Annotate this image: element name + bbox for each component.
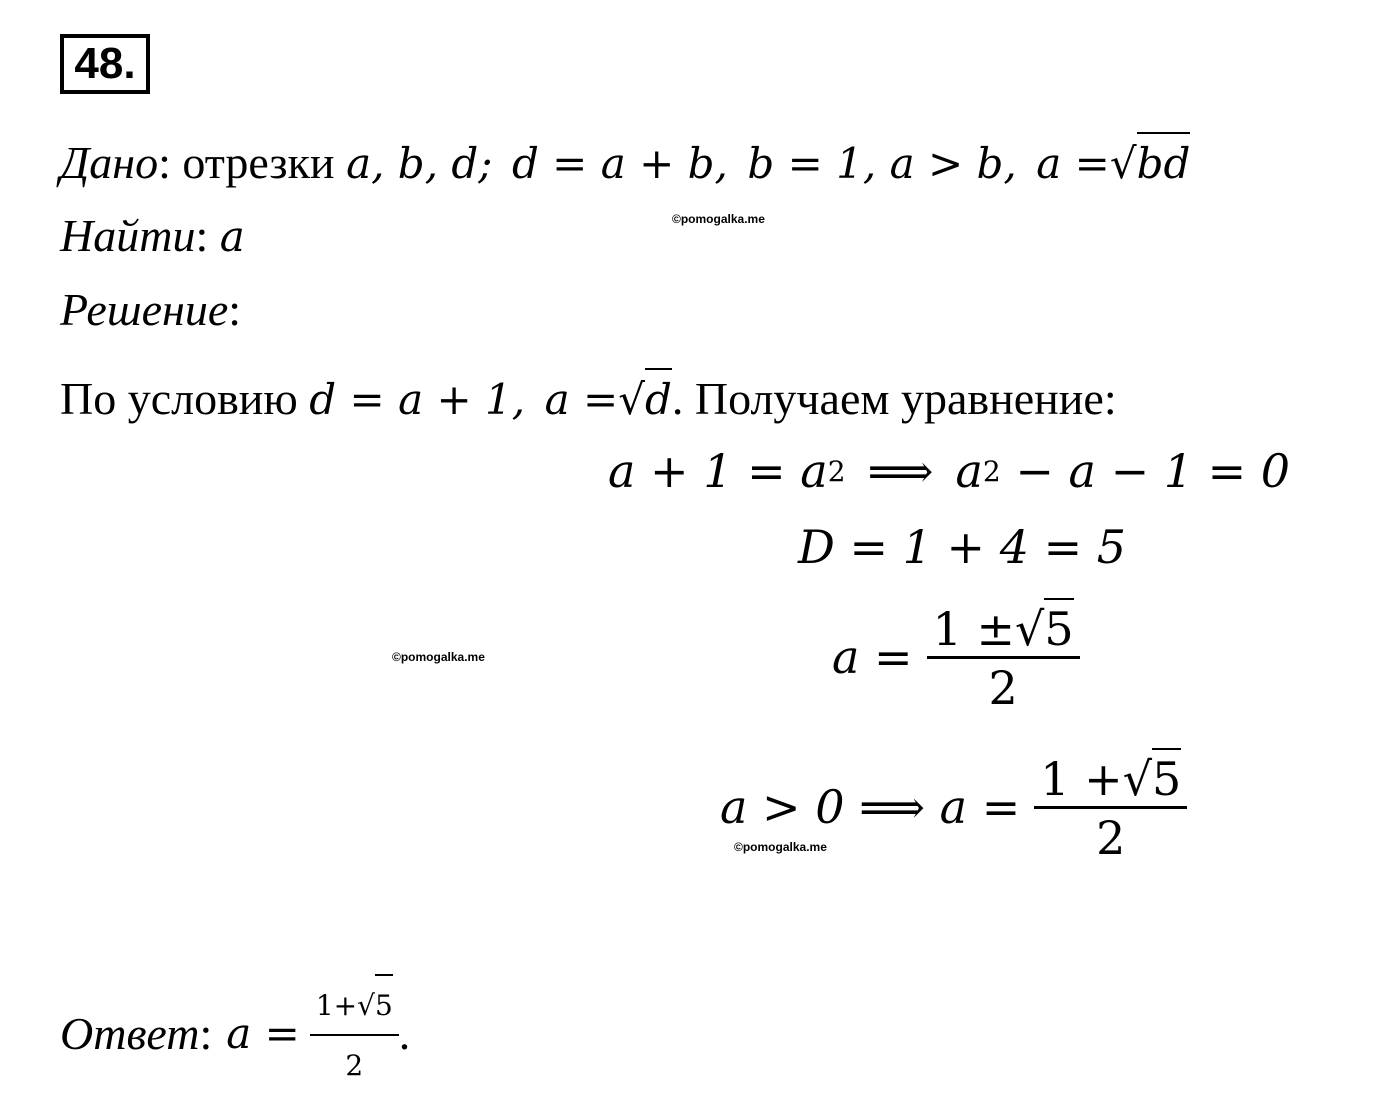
equation-discriminant (798, 520, 1126, 574)
eq1-sup2: 2 (982, 454, 1001, 488)
radical-icon: √ (1015, 602, 1045, 656)
solution-label: Решение (60, 284, 229, 335)
given-cond2: b = 1, a > b, (747, 139, 1017, 188)
given-sep: : (158, 137, 171, 188)
positive-root-fraction (1034, 748, 1187, 865)
roots-numerator (927, 598, 1080, 656)
eq3-lhs: a = (832, 629, 913, 684)
equation-roots (832, 598, 1080, 715)
given-cond3-lhs: a = (1036, 139, 1110, 188)
sqrt-5 (1123, 748, 1182, 806)
eq1-right-a: a (955, 444, 983, 498)
answer-numerator (310, 974, 399, 1034)
answer-denominator: 2 (345, 1049, 364, 1082)
answer-lhs: a = (226, 1009, 300, 1058)
eq2: D = 1 + 4 = 5 (798, 520, 1127, 574)
given-text: отрезки (182, 137, 335, 188)
eq4-cond: a > 0 ⟹ a = (720, 779, 1021, 834)
condition-text1: По условию (60, 373, 298, 424)
condition-text2: . Получаем уравнение: (671, 373, 1117, 424)
problem-number: 48. (60, 34, 150, 94)
positive-num-text: 1 + (1040, 752, 1123, 806)
solution-line (60, 282, 241, 338)
watermark: ©pomogalka.me (734, 840, 827, 854)
watermark: ©pomogalka.me (392, 650, 485, 664)
radical-icon: √ (1109, 139, 1137, 188)
given-vars: a, b, d; (346, 139, 493, 188)
sqrt-d (618, 368, 672, 428)
equation-quadratic (608, 444, 1290, 498)
positive-root-denominator: 2 (1096, 811, 1126, 865)
condition-eq1: d = a + 1, (309, 375, 526, 424)
find-line (60, 208, 245, 265)
answer-end: . (398, 1008, 411, 1059)
eq1-sup1: 2 (827, 454, 846, 488)
radicand-d: d (645, 368, 672, 428)
sqrt-5 (1015, 598, 1074, 656)
answer-label: Ответ (60, 1008, 200, 1059)
find-sep: : (195, 210, 209, 261)
find-label: Найти (60, 210, 196, 261)
roots-fraction (927, 598, 1080, 715)
find-value: a (219, 212, 245, 261)
eq1-right-rest: − a − 1 = 0 (1000, 444, 1291, 498)
positive-root-numerator (1034, 748, 1187, 806)
condition-eq2-lhs: a = (544, 375, 619, 424)
condition-line (60, 368, 1117, 428)
answer-num-text: 1+ (315, 989, 358, 1022)
radicand-5: 5 (1152, 748, 1181, 806)
answer-line (60, 974, 410, 1094)
given-cond1: d = a + b, (511, 139, 728, 188)
solution-sep: : (228, 284, 242, 335)
answer-sep: : (199, 1008, 213, 1059)
eq1-left: a + 1 = a (608, 444, 828, 498)
radicand-5: 5 (375, 974, 393, 1034)
radicand-bd: bd (1137, 132, 1191, 192)
given-label: Дано (60, 137, 159, 188)
radical-icon: √ (357, 989, 375, 1022)
roots-num-text: 1 ± (932, 602, 1016, 656)
radicand-5: 5 (1044, 598, 1073, 656)
sqrt-bd (1110, 132, 1191, 192)
roots-denominator: 2 (988, 661, 1018, 715)
given-line (60, 132, 1190, 192)
radical-icon: √ (618, 375, 645, 424)
watermark: ©pomogalka.me (672, 212, 765, 226)
sqrt-5 (357, 974, 393, 1034)
implies-arrow-icon: ⟹ (867, 444, 934, 498)
answer-fraction (310, 974, 399, 1094)
radical-icon: √ (1122, 752, 1153, 806)
